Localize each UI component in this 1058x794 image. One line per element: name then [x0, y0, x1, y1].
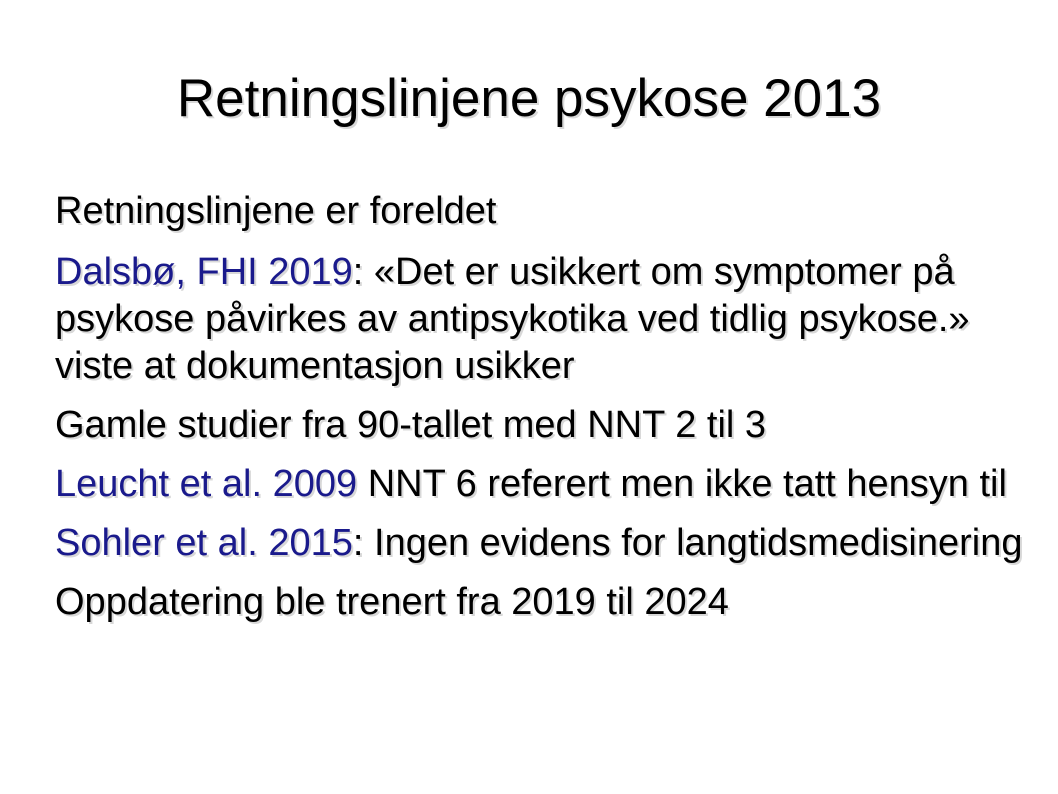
bullet-text: Retningslinjene er foreldet: [55, 190, 497, 232]
bullet-text: : Ingen evidens for langtidsmedisinering: [352, 522, 1023, 564]
bullet-item-outdated: [55, 188, 1045, 235]
bullet-item-sohler: [55, 520, 1045, 567]
slide-title: Retningslinjene psykose 2013: [176, 69, 882, 128]
bullet-text: Gamle studier fra 90-tallet med NNT 2 til 3: [55, 404, 767, 446]
reference-leucht: Leucht et al. 2009: [55, 463, 358, 505]
reference-dalsbo: Dalsbø, FHI 2019: [55, 251, 353, 293]
bullet-text: : «Det er usikkert om symptomer på psykose påvirkes av antipsykotika ved tidlig psykose.» viste at dokumentasjon usikker: [55, 251, 970, 387]
bullet-text: Oppdatering ble trenert fra 2019 til 2024: [55, 581, 729, 623]
bullet-text: NNT 6 referert men ikke tatt hensyn til: [357, 463, 1007, 505]
bullet-item-leucht: [55, 461, 1045, 508]
bullet-list: [55, 188, 1045, 638]
bullet-item-update: [55, 579, 1045, 626]
bullet-item-dalsbo: [55, 249, 1045, 390]
bullet-item-old-studies: [55, 402, 1045, 449]
reference-sohler: Sohler et al. 2015: [55, 522, 353, 564]
